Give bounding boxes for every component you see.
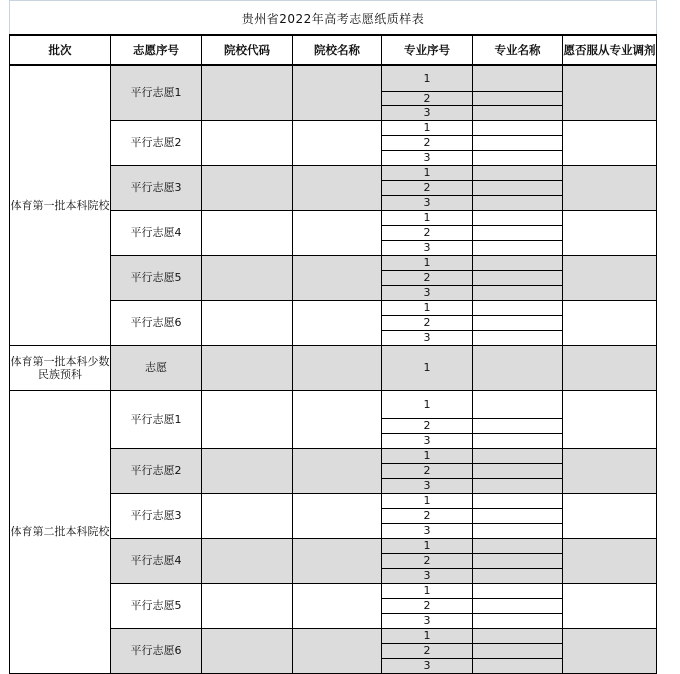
table-row	[10, 345, 657, 390]
choice-label-cell: 平行志愿1	[111, 390, 202, 448]
major-number-cell: 2	[382, 135, 473, 150]
major-number-cell: 1	[382, 538, 473, 553]
choice-label-cell: 平行志愿3	[111, 165, 202, 210]
major-number-cell: 2	[382, 598, 473, 613]
choice-label-cell: 平行志愿1	[111, 65, 202, 120]
school-code-cell[interactable]	[202, 345, 293, 390]
major-number-cell: 3	[382, 433, 473, 448]
accept-adjustment-cell[interactable]	[563, 300, 657, 345]
volunteer-table	[9, 34, 657, 674]
header-choice-number: 志愿序号	[111, 35, 202, 65]
major-number-cell: 2	[382, 463, 473, 478]
table-row	[10, 65, 657, 91]
major-name-cell[interactable]	[473, 120, 563, 135]
major-number-cell: 1	[382, 493, 473, 508]
major-name-cell[interactable]	[473, 613, 563, 628]
major-number-cell: 2	[382, 553, 473, 568]
school-name-cell[interactable]	[293, 255, 382, 300]
choice-label-cell: 平行志愿4	[111, 210, 202, 255]
table-row	[10, 390, 657, 418]
school-code-cell[interactable]	[202, 255, 293, 300]
school-name-cell[interactable]	[293, 583, 382, 628]
major-number-cell: 3	[382, 195, 473, 210]
major-number-cell: 1	[382, 345, 473, 390]
school-code-cell[interactable]	[202, 583, 293, 628]
accept-adjustment-cell[interactable]	[563, 628, 657, 673]
school-code-cell[interactable]	[202, 448, 293, 493]
header-school-name: 院校名称	[293, 35, 382, 65]
school-code-cell[interactable]	[202, 65, 293, 120]
header-accept-adjustment: 愿否服从专业调剂	[563, 35, 657, 65]
major-name-cell[interactable]	[473, 180, 563, 195]
major-name-cell[interactable]	[473, 448, 563, 463]
major-name-cell[interactable]	[473, 345, 563, 390]
choice-label-cell: 平行志愿6	[111, 628, 202, 673]
major-name-cell[interactable]	[473, 463, 563, 478]
major-number-cell: 3	[382, 240, 473, 255]
major-number-cell: 1	[382, 120, 473, 135]
major-name-cell[interactable]	[473, 315, 563, 330]
major-number-cell: 1	[382, 390, 473, 418]
major-number-cell: 3	[382, 568, 473, 583]
major-number-cell: 3	[382, 613, 473, 628]
school-code-cell[interactable]	[202, 628, 293, 673]
school-code-cell[interactable]	[202, 538, 293, 583]
major-number-cell: 3	[382, 105, 473, 120]
major-number-cell: 2	[382, 418, 473, 433]
table-header-row	[10, 35, 657, 65]
school-code-cell[interactable]	[202, 210, 293, 255]
major-name-cell[interactable]	[473, 330, 563, 345]
school-code-cell[interactable]	[202, 390, 293, 448]
major-name-cell[interactable]	[473, 270, 563, 285]
major-name-cell[interactable]	[473, 65, 563, 91]
major-number-cell: 1	[382, 165, 473, 180]
school-name-cell[interactable]	[293, 165, 382, 210]
major-number-cell: 1	[382, 65, 473, 91]
major-name-cell[interactable]	[473, 418, 563, 433]
accept-adjustment-cell[interactable]	[563, 390, 657, 448]
major-name-cell[interactable]	[473, 478, 563, 493]
accept-adjustment-cell[interactable]	[563, 493, 657, 538]
choice-label-cell: 平行志愿5	[111, 583, 202, 628]
accept-adjustment-cell[interactable]	[563, 120, 657, 165]
major-number-cell: 3	[382, 523, 473, 538]
major-name-cell[interactable]	[473, 210, 563, 225]
school-name-cell[interactable]	[293, 65, 382, 120]
school-name-cell[interactable]	[293, 390, 382, 448]
major-name-cell[interactable]	[473, 643, 563, 658]
accept-adjustment-cell[interactable]	[563, 583, 657, 628]
choice-label-cell: 平行志愿2	[111, 120, 202, 165]
batch-name-cell: 体育第一批本科少数民族预科	[10, 345, 111, 390]
major-name-cell[interactable]	[473, 285, 563, 300]
accept-adjustment-cell[interactable]	[563, 538, 657, 583]
major-number-cell: 2	[382, 508, 473, 523]
accept-adjustment-cell[interactable]	[563, 65, 657, 120]
school-name-cell[interactable]	[293, 300, 382, 345]
choice-label-cell: 平行志愿2	[111, 448, 202, 493]
major-number-cell: 1	[382, 300, 473, 315]
major-number-cell: 2	[382, 225, 473, 240]
major-name-cell[interactable]	[473, 195, 563, 210]
choice-label-cell: 志愿	[111, 345, 202, 390]
choice-label-cell: 平行志愿3	[111, 493, 202, 538]
school-name-cell[interactable]	[293, 448, 382, 493]
major-name-cell[interactable]	[473, 225, 563, 240]
major-number-cell: 1	[382, 628, 473, 643]
school-name-cell[interactable]	[293, 493, 382, 538]
school-code-cell[interactable]	[202, 120, 293, 165]
major-name-cell[interactable]	[473, 135, 563, 150]
school-name-cell[interactable]	[293, 628, 382, 673]
major-name-cell[interactable]	[473, 240, 563, 255]
header-major-number: 专业序号	[382, 35, 473, 65]
major-number-cell: 1	[382, 255, 473, 270]
major-name-cell[interactable]	[473, 300, 563, 315]
major-number-cell: 1	[382, 583, 473, 598]
major-number-cell: 2	[382, 643, 473, 658]
major-number-cell: 2	[382, 270, 473, 285]
major-name-cell[interactable]	[473, 583, 563, 598]
major-name-cell[interactable]	[473, 568, 563, 583]
major-name-cell[interactable]	[473, 598, 563, 613]
major-name-cell[interactable]	[473, 538, 563, 553]
accept-adjustment-cell[interactable]	[563, 165, 657, 210]
major-name-cell[interactable]	[473, 658, 563, 673]
major-number-cell: 2	[382, 180, 473, 195]
form-title: 贵州省2022年高考志愿纸质样表	[9, 0, 657, 35]
major-name-cell[interactable]	[473, 493, 563, 508]
major-name-cell[interactable]	[473, 165, 563, 180]
school-code-cell[interactable]	[202, 165, 293, 210]
major-name-cell[interactable]	[473, 433, 563, 448]
accept-adjustment-cell[interactable]	[563, 345, 657, 390]
batch-name-cell: 体育第二批本科院校	[10, 390, 111, 673]
major-number-cell: 3	[382, 658, 473, 673]
major-number-cell: 2	[382, 91, 473, 105]
major-number-cell: 3	[382, 330, 473, 345]
accept-adjustment-cell[interactable]	[563, 448, 657, 493]
major-number-cell: 3	[382, 285, 473, 300]
major-number-cell: 1	[382, 448, 473, 463]
school-code-cell[interactable]	[202, 300, 293, 345]
major-name-cell[interactable]	[473, 91, 563, 105]
major-name-cell[interactable]	[473, 390, 563, 418]
major-name-cell[interactable]	[473, 105, 563, 120]
batch-name-cell: 体育第一批本科院校	[10, 65, 111, 345]
choice-label-cell: 平行志愿5	[111, 255, 202, 300]
major-name-cell[interactable]	[473, 508, 563, 523]
school-name-cell[interactable]	[293, 538, 382, 583]
school-code-cell[interactable]	[202, 493, 293, 538]
major-name-cell[interactable]	[473, 150, 563, 165]
accept-adjustment-cell[interactable]	[563, 210, 657, 255]
header-school-code: 院校代码	[202, 35, 293, 65]
major-name-cell[interactable]	[473, 628, 563, 643]
school-name-cell[interactable]	[293, 345, 382, 390]
major-name-cell[interactable]	[473, 523, 563, 538]
school-name-cell[interactable]	[293, 210, 382, 255]
major-number-cell: 2	[382, 315, 473, 330]
major-number-cell: 3	[382, 150, 473, 165]
header-major-name: 专业名称	[473, 35, 563, 65]
choice-label-cell: 平行志愿4	[111, 538, 202, 583]
school-name-cell[interactable]	[293, 120, 382, 165]
major-number-cell: 1	[382, 210, 473, 225]
accept-adjustment-cell[interactable]	[563, 255, 657, 300]
major-name-cell[interactable]	[473, 255, 563, 270]
major-name-cell[interactable]	[473, 553, 563, 568]
major-number-cell: 3	[382, 478, 473, 493]
choice-label-cell: 平行志愿6	[111, 300, 202, 345]
header-batch: 批次	[10, 35, 111, 65]
